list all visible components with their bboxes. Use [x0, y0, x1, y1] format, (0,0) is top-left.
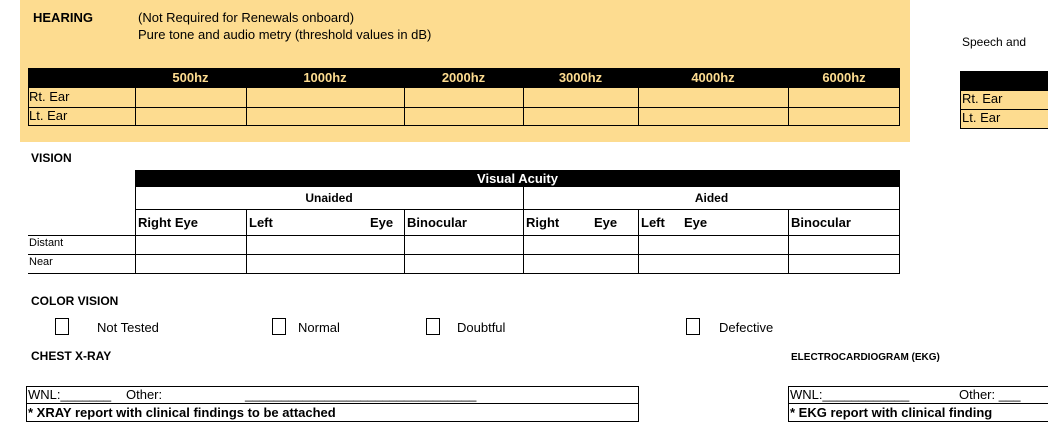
vision-row-distant: Distant	[29, 237, 64, 249]
vision-col-u-left-b: Eye	[370, 215, 394, 230]
checkbox-not-tested[interactable]	[55, 318, 69, 335]
checkbox-normal[interactable]	[272, 318, 286, 335]
speech-row-rt: Rt. Ear	[962, 91, 1003, 106]
speech-label: Speech and	[962, 35, 1027, 49]
ekg-wnl[interactable]: WNL:____________	[790, 387, 910, 402]
hearing-row-rt: Rt. Ear	[29, 89, 70, 104]
checkbox-defective[interactable]	[686, 318, 700, 335]
color-vision-title: COLOR VISION	[31, 294, 119, 308]
speech-table-header	[960, 71, 1048, 91]
vision-unaided-label: Unaided	[305, 191, 353, 205]
xray-wnl[interactable]: WNL:_______	[28, 387, 112, 402]
vision-col-a-left-a: Left	[641, 215, 665, 230]
xray-note: * XRAY report with clinical findings to be attached	[28, 405, 336, 420]
hearing-col-4000: 4000hz	[691, 70, 735, 85]
option-defective: Defective	[719, 320, 774, 335]
vision-col-a-right-b: Eye	[594, 215, 618, 230]
vision-col-u-bin: Binocular	[407, 215, 467, 230]
vision-row-near: Near	[29, 256, 53, 268]
hearing-row-lt: Lt. Ear	[29, 108, 68, 123]
xray-other-field[interactable]: ________________________________	[245, 387, 477, 402]
hearing-col-500: 500hz	[172, 70, 209, 85]
hearing-col-3000: 3000hz	[558, 70, 603, 85]
vision-acuity-label: Visual Acuity	[477, 171, 558, 186]
chest-xray-title: CHEST X-RAY	[31, 349, 112, 363]
ekg-title: ELECTROCARDIOGRAM (EKG)	[791, 352, 940, 363]
vision-col-a-right-a: Right	[526, 215, 560, 230]
checkbox-doubtful[interactable]	[426, 318, 440, 335]
xray-other-label: Other:	[126, 387, 163, 402]
option-not-tested: Not Tested	[97, 320, 159, 335]
hearing-subtitle: Pure tone and audio metry (threshold values in dB)	[138, 27, 432, 42]
ekg-other[interactable]: Other: ___	[959, 387, 1021, 402]
vision-col-u-left-a: Left	[249, 215, 273, 230]
hearing-col-1000: 1000hz	[303, 70, 347, 85]
option-doubtful: Doubtful	[457, 320, 506, 335]
vision-aided-label: Aided	[694, 191, 729, 205]
vision-col-a-left-b: Eye	[684, 215, 708, 230]
hearing-col-2000: 2000hz	[441, 70, 486, 85]
vision-title: VISION	[31, 151, 72, 165]
vision-col-a-bin: Binocular	[791, 215, 851, 230]
hearing-col-6000: 6000hz	[822, 70, 866, 85]
hearing-note: (Not Required for Renewals onboard)	[138, 10, 355, 25]
vision-col-u-right: Right Eye	[138, 215, 198, 230]
speech-row-lt: Lt. Ear	[962, 110, 1001, 125]
hearing-title: HEARING	[33, 10, 93, 25]
ekg-note: * EKG report with clinical finding	[790, 405, 993, 420]
option-normal: Normal	[298, 320, 340, 335]
